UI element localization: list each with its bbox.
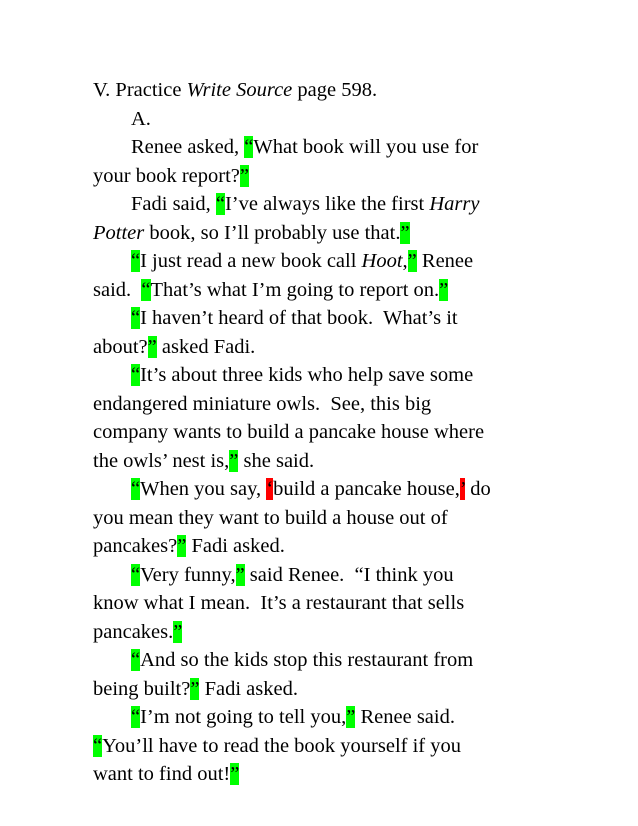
paragraph-line (93, 675, 563, 704)
text-run: want to find out! (93, 763, 231, 785)
highlighted-open-quote: “ (131, 649, 141, 671)
italic-title: Harry (429, 193, 480, 215)
paragraph-line (93, 247, 563, 276)
text-run: company wants to build a pancake house where (93, 421, 485, 443)
highlighted-close-quote: ” (229, 449, 239, 472)
section-label (93, 105, 563, 134)
highlighted-close-quote: ” (235, 563, 245, 586)
text-run: I’m not going to tell you, (140, 706, 347, 728)
highlighted-single-close-quote: ’ (459, 478, 466, 500)
text-run: Renee asked, (131, 136, 245, 158)
text-run: said Renee. “I think you (244, 563, 454, 586)
highlighted-close-quote: ” (230, 763, 240, 785)
text-run: do (465, 478, 491, 500)
heading-suffix: page 598. (292, 79, 378, 101)
text-run: the owls’ nest is, (93, 449, 230, 472)
paragraph-line (93, 760, 563, 789)
highlighted-close-quote: ” (400, 221, 410, 244)
text-run: Fadi asked. (186, 535, 285, 557)
heading-prefix: V. Practice (93, 79, 187, 101)
paragraph-line (93, 589, 563, 618)
text-run: What book will you use for (253, 136, 479, 158)
paragraph-line (93, 532, 563, 561)
text-run: asked Fadi. (156, 335, 256, 358)
text-run: said. (93, 278, 142, 301)
text-run: Fadi asked. (199, 677, 298, 700)
text-run: I’ve always like the first (224, 193, 430, 215)
paragraph-line (93, 133, 563, 162)
paragraph-line (93, 732, 563, 761)
highlighted-close-quote: ” (439, 278, 449, 301)
text-run: And so the kids stop this restaurant from (140, 649, 474, 671)
text-run: Renee (416, 250, 474, 272)
text-run: she said. (238, 449, 315, 472)
highlighted-open-quote: “ (131, 307, 141, 329)
text-run: I just read a new book call (140, 250, 362, 272)
paragraph-line (93, 646, 563, 675)
section-label-text: A. (131, 107, 151, 130)
text-run: your book report? (93, 164, 240, 187)
text-run: That’s what I’m going to report on. (150, 278, 440, 301)
highlighted-close-quote: ” (346, 706, 356, 728)
paragraph-line (93, 418, 563, 447)
text-run: book, so I’ll probably use that. (144, 221, 401, 244)
paragraph-line (93, 561, 563, 590)
text-run: know what I mean. It’s a restaurant that sells (93, 592, 465, 614)
highlighted-close-quote: ” (239, 164, 249, 187)
highlighted-close-quote: ” (190, 677, 200, 700)
text-run: being built? (93, 677, 191, 700)
highlighted-open-quote: “ (131, 250, 141, 272)
highlighted-close-quote: ” (407, 250, 417, 272)
paragraph-line (93, 703, 563, 732)
paragraph-line (93, 447, 563, 476)
paragraph-line (93, 475, 563, 504)
highlighted-open-quote: “ (131, 706, 141, 728)
text-run: Fadi said, (131, 193, 216, 215)
italic-title: Hoot (361, 250, 403, 272)
paragraph-line (93, 504, 563, 533)
highlighted-single-open-quote: ‘ (266, 478, 274, 500)
paragraph-line (93, 333, 563, 362)
text-run: You’ll have to read the book yourself if you (102, 734, 461, 757)
highlighted-open-quote: “ (131, 478, 141, 500)
text-run: pancakes? (93, 535, 178, 557)
text-run: , (402, 250, 408, 272)
paragraph-line (93, 190, 563, 219)
highlighted-open-quote: “ (141, 278, 151, 301)
paragraph-line (93, 162, 563, 191)
paragraph-line (93, 618, 563, 647)
heading-book-title: Write Source (186, 79, 293, 101)
text-run: about? (93, 335, 148, 358)
paragraph-line (93, 390, 563, 419)
paragraph-line (93, 361, 563, 390)
highlighted-close-quote: ” (177, 535, 187, 557)
highlighted-open-quote: “ (244, 136, 254, 158)
document-page (93, 76, 563, 789)
highlighted-close-quote: ” (173, 620, 183, 643)
highlighted-close-quote: ” (147, 335, 157, 358)
paragraph-line (93, 304, 563, 333)
highlighted-open-quote: “ (131, 364, 141, 386)
text-run: I haven’t heard of that book. What’s it (140, 307, 458, 329)
highlighted-open-quote: “ (93, 734, 103, 757)
paragraph-line (93, 219, 563, 248)
text-run: It’s about three kids who help save some (140, 364, 474, 386)
text-run: build a pancake house, (273, 478, 460, 500)
heading-line (93, 76, 563, 105)
italic-title: Potter (93, 221, 145, 244)
text-run: endangered miniature owls. See, this big (93, 392, 432, 415)
text-run: When you say, (140, 478, 267, 500)
highlighted-open-quote: “ (131, 563, 141, 586)
text-run: pancakes. (93, 620, 174, 643)
text-run: Renee said. (355, 706, 455, 728)
highlighted-open-quote: “ (215, 193, 225, 215)
text-run: you mean they want to build a house out of (93, 506, 448, 529)
text-run: Very funny, (140, 563, 236, 586)
paragraph-line (93, 276, 563, 305)
